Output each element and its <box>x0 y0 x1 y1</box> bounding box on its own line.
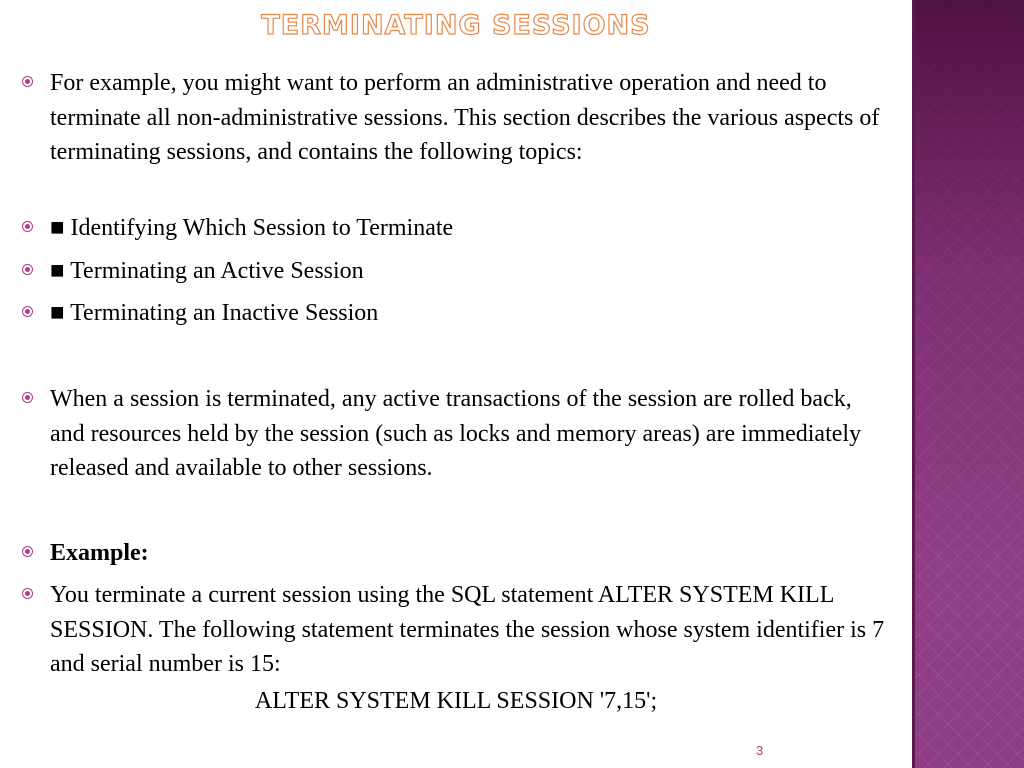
list-item-text: ■ Identifying Which Session to Terminate <box>50 215 454 241</box>
circled-dot-bullet-icon <box>22 306 33 317</box>
sql-statement: ALTER SYSTEM KILL SESSION '7,15'; <box>254 688 658 714</box>
circled-dot-bullet-icon <box>22 76 33 87</box>
list-item-text: When a session is terminated, any active transactions of the session are rolled back, and resources held by the session (such as locks and memory areas) are immediately released and available to other sessions. <box>50 386 862 481</box>
list-item-text: For example, you might want to perform an administrative operation and need to terminate all non-administrative sessions. This section describes the various aspects of terminating sessions, and contains the following topics: <box>50 70 880 165</box>
list-item <box>20 382 890 486</box>
list-item <box>20 578 890 682</box>
list-item-text: ■ Terminating an Inactive Session <box>50 300 379 326</box>
list-item <box>20 66 890 170</box>
circled-dot-bullet-icon <box>22 392 33 403</box>
decorative-sidebar <box>912 0 1024 768</box>
circled-dot-bullet-icon <box>22 264 33 275</box>
circled-dot-bullet-icon <box>22 546 33 557</box>
list-item-text: Example: <box>50 540 149 566</box>
list-item <box>20 254 890 289</box>
list-item <box>20 296 890 331</box>
circled-dot-bullet-icon <box>22 588 33 599</box>
circled-dot-bullet-icon <box>22 221 33 232</box>
page-number: 3 <box>756 743 764 758</box>
slide-title: TERMINATING SESSIONS <box>261 10 651 41</box>
list-item <box>20 536 890 571</box>
list-item <box>20 211 890 246</box>
list-item-text: You terminate a current session using the SQL statement ALTER SYSTEM KILL SESSION. The following statement terminates the session whose system identifier is 7 and serial number is 15: <box>50 582 885 677</box>
list-item-text: ■ Terminating an Active Session <box>50 258 364 284</box>
sidebar-edge <box>912 0 915 768</box>
